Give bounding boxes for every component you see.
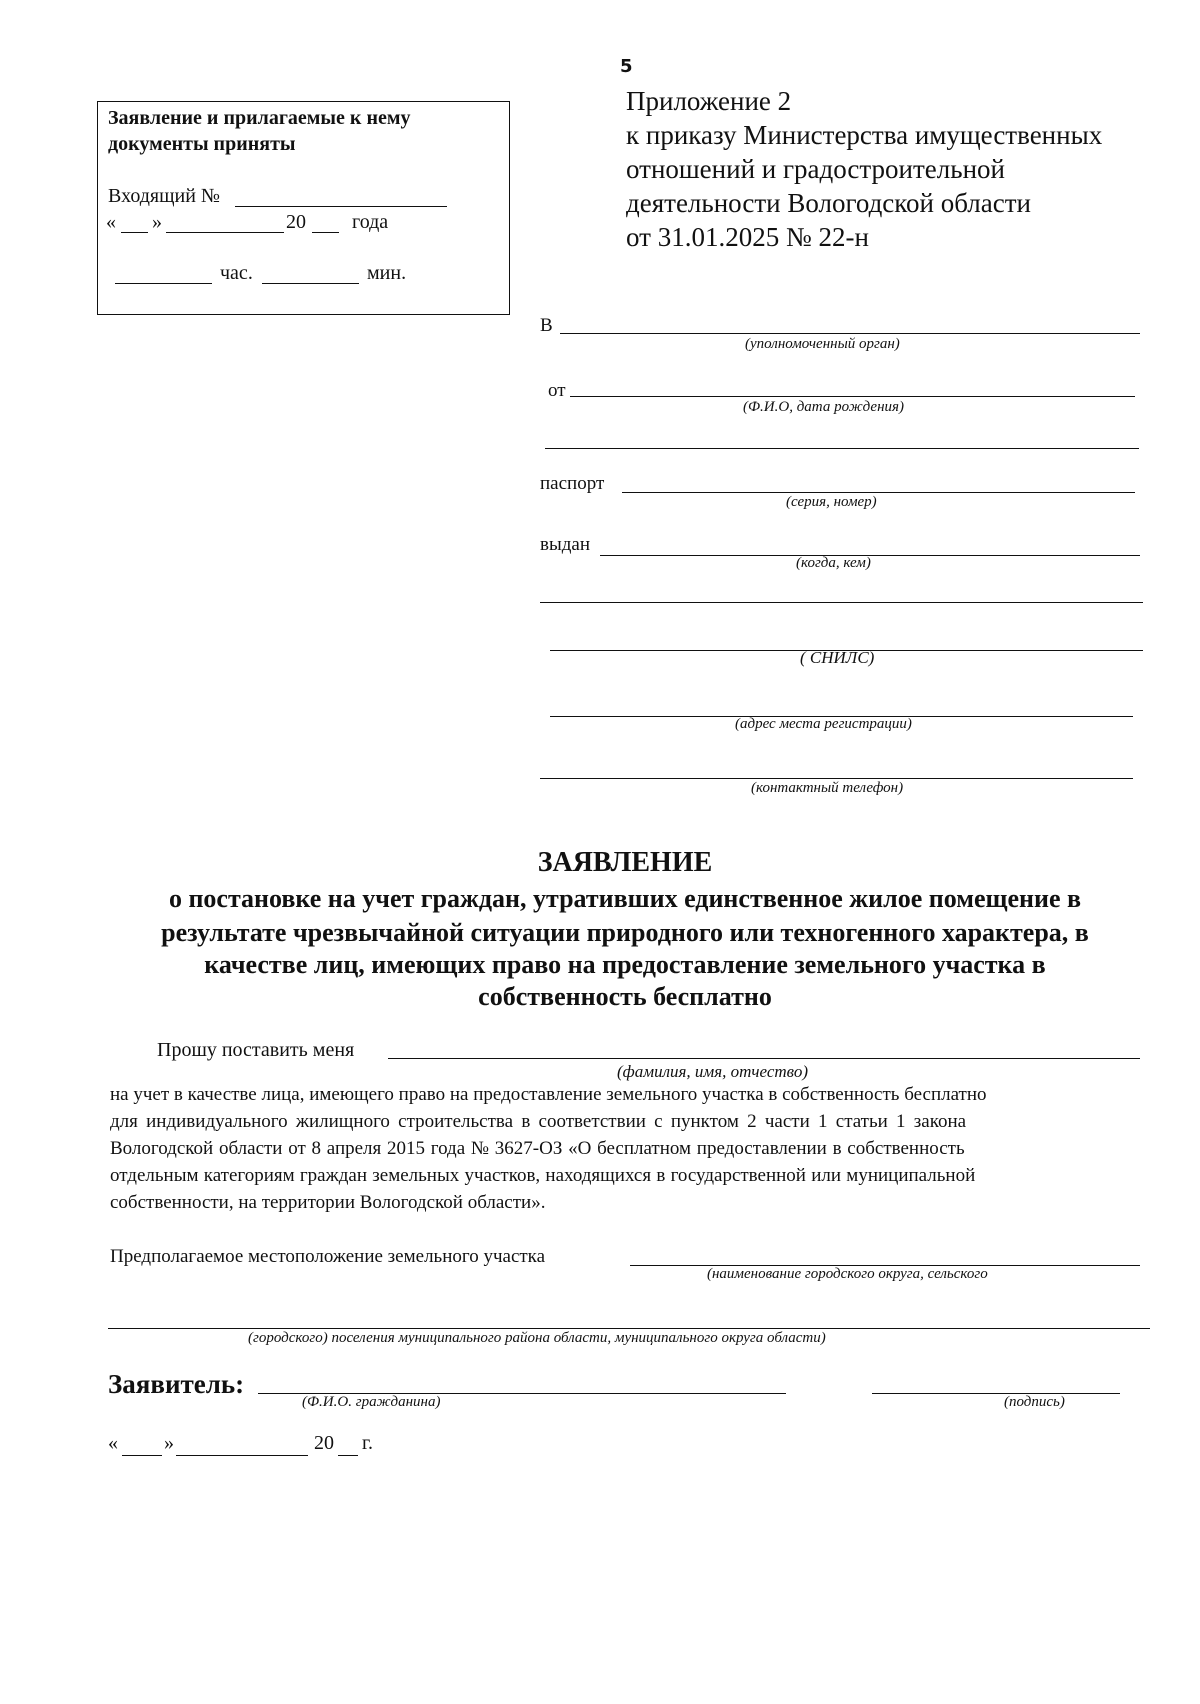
- appendix-line-2: к приказу Министерства имущественных: [626, 120, 1103, 150]
- sign-day-field[interactable]: [122, 1455, 162, 1456]
- sign-date-open: «: [108, 1432, 118, 1454]
- from-field[interactable]: [570, 396, 1135, 397]
- sign-month-field[interactable]: [176, 1455, 308, 1456]
- page-number: 5: [620, 56, 633, 77]
- location-caption-2: (городского) поселения муниципального района области, муниципального округа области): [248, 1330, 826, 1346]
- phone-caption: (контактный телефон): [751, 780, 904, 796]
- to-label: В: [540, 315, 553, 336]
- name-caption: (фамилия, имя, отчество): [617, 1062, 808, 1081]
- stamp-date-close: »: [152, 211, 162, 233]
- document-heading: ЗАЯВЛЕНИЕ: [537, 847, 713, 878]
- sign-year-field[interactable]: [338, 1455, 358, 1456]
- passport-label: паспорт: [540, 473, 605, 494]
- stamp-month-field[interactable]: [166, 232, 284, 233]
- title-line-4: собственность бесплатно: [478, 982, 772, 1011]
- signature-field[interactable]: [872, 1393, 1120, 1394]
- stamp-hours-label: час.: [220, 262, 253, 284]
- appendix-line-5: от 31.01.2025 № 22-н: [626, 222, 869, 252]
- sign-year-suffix: г.: [362, 1432, 373, 1454]
- to-field[interactable]: [560, 333, 1140, 334]
- issued-label: выдан: [540, 534, 591, 555]
- from-label: от: [548, 380, 566, 401]
- sign-caption: (подпись): [1004, 1394, 1065, 1410]
- stamp-line-1: Заявление и прилагаемые к нему: [108, 107, 411, 129]
- applicant-name-field[interactable]: [388, 1058, 1140, 1059]
- from-caption: (Ф.И.О, дата рождения): [743, 399, 904, 415]
- request-label: Прошу поставить меня: [157, 1039, 355, 1061]
- title-line-3: качестве лиц, имеющих право на предоставление земельного участка в: [204, 950, 1046, 979]
- issued-field-2[interactable]: [540, 602, 1143, 603]
- paragraph-line-5: собственности, на территории Вологодской области».: [110, 1192, 546, 1213]
- snils-caption: ( СНИЛС): [800, 648, 875, 667]
- title-line-1: о постановке на учет граждан, утративших единственное жилое помещение в: [168, 884, 1082, 913]
- stamp-minutes-label: мин.: [367, 262, 407, 284]
- stamp-date-open: «: [106, 211, 116, 233]
- issued-caption: (когда, кем): [796, 555, 871, 571]
- sign-year-prefix: 20: [314, 1432, 334, 1454]
- stamp-day-field[interactable]: [121, 232, 148, 233]
- sign-date-close: »: [164, 1432, 174, 1454]
- stamp-incoming-label: Входящий №: [108, 185, 221, 207]
- appendix-line-4: деятельности Вологодской области: [626, 188, 1031, 218]
- to-caption: (уполномоченный орган): [745, 336, 900, 352]
- location-label: Предполагаемое местоположение земельного участка: [110, 1246, 546, 1267]
- stamp-line-2: документы приняты: [108, 133, 296, 155]
- paragraph-line-2: для индивидуального жилищного строительства в соответствии с пунктом 2 части 1 статьи 1 закона: [110, 1111, 967, 1132]
- passport-field[interactable]: [622, 492, 1135, 493]
- title-line-2: результате чрезвычайной ситуации природного или техногенного характера, в: [161, 918, 1089, 947]
- appendix-line-3: отношений и градостроительной: [626, 154, 1005, 184]
- paragraph-line-3: Вологодской области от 8 апреля 2015 года № 3627-ОЗ «О бесплатном предоставлении в собственность: [110, 1138, 965, 1159]
- address-caption: (адрес места регистрации): [735, 716, 912, 732]
- from-field-2[interactable]: [545, 448, 1139, 449]
- fio-caption: (Ф.И.О. гражданина): [302, 1394, 441, 1410]
- phone-field[interactable]: [540, 778, 1133, 779]
- stamp-hours-field[interactable]: [115, 283, 212, 284]
- location-field-2[interactable]: [108, 1328, 1150, 1329]
- applicant-label: Заявитель:: [108, 1369, 245, 1399]
- stamp-year-prefix: 20: [286, 211, 306, 233]
- stamp-year-suffix: года: [352, 211, 389, 233]
- stamp-incoming-field[interactable]: [235, 206, 447, 207]
- passport-caption: (серия, номер): [786, 494, 877, 510]
- stamp-year-field[interactable]: [312, 232, 339, 233]
- appendix-line-1: Приложение 2: [626, 86, 792, 116]
- location-caption-1: (наименование городского округа, сельского: [707, 1266, 988, 1282]
- paragraph-line-4: отдельным категориям граждан земельных участков, находящихся в государственной или муниципальной: [110, 1165, 976, 1186]
- stamp-minutes-field[interactable]: [262, 283, 359, 284]
- paragraph-line-1: на учет в качестве лица, имеющего право на предоставление земельного участка в собственность бесплатно: [110, 1084, 987, 1105]
